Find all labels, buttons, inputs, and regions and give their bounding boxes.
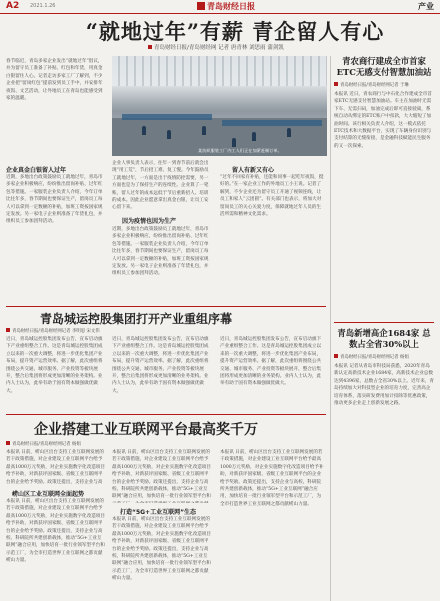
bottom-story-col-2a: 本报讯 日前，崂山区出台支持工业互联网发展的若干政策措施，对企业建设工业互联网平台给予最高1000万元奖励，对企业实施数字化改造项目给予补助，对新获评国家级、省级工业互联网平台的企业给予奖励。政策还提出，支持企业与高校、科研院所共建创新载体，推动“5G+工业互联网”融合应用，加快培育一批行业领军型平台和 <box>112 450 211 500</box>
right-story-2-byline: 青岛财经日报/青岛财经网记者 杨娟 <box>334 354 434 360</box>
right-divider <box>334 322 434 323</box>
bullet-square-icon <box>334 354 338 358</box>
section-name: 产业 <box>418 1 434 11</box>
column-divider <box>330 56 331 601</box>
logo-mark-icon <box>197 2 205 10</box>
page-number: A2 <box>6 1 20 11</box>
paper-name: 青岛财经日报 <box>207 1 255 11</box>
bottom-subhead-2: 打造“5G+工业互联网”生态 <box>120 509 197 516</box>
bottom-story-byline: 青岛财经日报/青岛财经网记者 杨娟 <box>6 441 81 447</box>
top-story-lead: 春节临近，青岛多家企业发出“就地过年”倡议，并为留守员工准备了补贴、红包和年货，用真金白银留住人心。记者走访多家工厂了解到，不少企业把“留岗红包”提前发到员工手中，并安排年夜饭、文艺活动，让外地员工在青岛也能感受到家的温暖。 <box>6 59 103 102</box>
photo-caption: 某纺织服装工厂内工人们正在加紧赶制订单。 <box>198 148 282 153</box>
top-story-col-1: 近期，多地出台政策鼓励员工就地过年，青岛市多家企业积极响应，纷纷推出留岗补贴、过年红包等措施。一家服装企业负责人介绍，今年订单比往年多，春节期间也要保证生产，留岗员工每人可以拿到一定数额的补贴，加班工资按国家规定发放。另一家电子企业则准备了年货礼包，并组织员工参加团拜活动。 <box>6 175 103 225</box>
top-story-byline: 青岛财经日报/青岛财经网 记者 唐青林 刘思雨 蒲剑凯 <box>148 43 284 51</box>
subhead-1: 企业真金白银留人过年 <box>6 167 67 174</box>
mid-story-col-3: 近日，青岛城运控股集团发布公告，宣布启动旗下产业重组整合工作。这是青岛城运控股集团成立以来的一次重大调整，将进一步优化集团产业布局，提升资产运营效率。据了解，此次重组将围绕公共交通、城市服务、产业投资等板块展开，整合后集团将形成更加清晰的业务架构。业内人士认为，此举有助于国有资本做强做优做大。 <box>220 337 322 387</box>
bottom-story-col-3: 本报讯 日前，崂山区出台支持工业互联网发展的若干政策措施，对企业建设工业互联网平台给予最高1000万元奖励，对企业实施数字化改造项目给予补助，对新获评国家级、省级工业互联网平台的企业给予奖励。政策还提出，支持企业与高校、科研院所共建创新载体，推动“5G+工业互联网”融合应用，加快培育一批行业领军型平台和示范工厂，为全市打造世界工业互联网之都贡献崂山力量。 <box>220 450 324 507</box>
issue-date: 2021.1.26 <box>30 3 56 9</box>
top-story-col-3: “过年不回家有补贴，还能和同事一起吃年夜饭，挺好的。”在一家企业工作的外地员工小王说。记者了解到，不少企业还为留守员工开通了视频连线，让员工和家人“云团圆”。有关部门也表示，将加大对留岗员工的关心关爱力度，保障就地过年人员的生活所需和精神文化需求。 <box>220 175 324 218</box>
bottom-divider <box>6 414 326 415</box>
right-story-body: 本报讯 近日，青农商行与中石化合作建成全市首家ETC无感支付智慧加油站。车主在加油时无需下车、无需扫码，加油完成后即可直接驶离，系统自动从绑定的ETC账户中扣款，大大缩短了加油时间。该行相关负责人介绍，这一模式依托ETC技术和大数据平台，实现了车辆身份识别与支付结算的无缝衔接，是金融科技赋能民生服务的又一次探索。 <box>334 92 432 149</box>
top-story-title: “就地过年”有薪 青企留人有心 <box>85 19 385 44</box>
bullet-square-icon <box>148 45 152 49</box>
mid-divider <box>6 306 326 307</box>
masthead-bar <box>0 0 440 14</box>
subhead-2: 因为疫情也因为生产 <box>122 218 177 225</box>
right-story-2-body: 本报讯 记者从青岛市科技局获悉，2020年青岛新认定高新技术企业1684家，高新技术企业总数达到4396家，总数占全省30%以上。近年来，青岛持续加大对科技型企业的培育力度，完善高企培育体系，落实研发费用加计扣除等优惠政策，推动更多企业走上创新发展之路。 <box>334 364 434 407</box>
mid-story-col-1: 近日，青岛城运控股集团发布公告，宣布启动旗下产业重组整合工作。这是青岛城运控股集团成立以来的一次重大调整，将进一步优化集团产业布局，提升资产运营效率。据了解，此次重组将围绕公共交通、城市服务、产业投资等板块展开，整合后集团将形成更加清晰的业务架构。业内人士认为，此举有助于国有资本做强做优做大。 <box>6 337 103 394</box>
bullet-square-icon <box>334 82 338 86</box>
paper-logo <box>197 1 255 12</box>
right-story-byline: 青岛财经日报/青岛财经网记者 于琳 <box>334 82 434 88</box>
bottom-story-col-1b: 本报讯 日前，崂山区出台支持工业互联网发展的若干政策措施，对企业建设工业互联网平台给予最高1000万元奖励，对企业实施数字化改造项目给予补助，对新获评国家级、省级工业互联网平台的企业给予奖励。政策还提出，支持企业与高校、科研院所共建创新载体，推动“5G+工业互联网”融合应用，加快培育一批行业领军型平台和示范工厂，为全市打造世界工业互联网之都贡献崂山力量。 <box>6 499 105 564</box>
mid-story-col-2: 近日，青岛城运控股集团发布公告，宣布启动旗下产业重组整合工作。这是青岛城运控股集团成立以来的一次重大调整，将进一步优化集团产业布局，提升资产运营效率。据了解，此次重组将围绕公共交通、城市服务、产业投资等板块展开，整合后集团将形成更加清晰的业务架构。业内人士认为，此举有助于国有资本做强做优做大。 <box>112 337 209 394</box>
bottom-story-col-2b: 本报讯 日前，崂山区出台支持工业互联网发展的若干政策措施，对企业建设工业互联网平台给予最高1000万元奖励，对企业实施数字化改造项目给予补助，对新获评国家级、省级工业互联网平台的企业给予奖励。政策还提出，支持企业与高校、科研院所共建创新载体，推动“5G+工业互联网”融合应用，加快培育一批行业领军型平台和示范工厂，为全市打造世界工业互联网之都贡献崂山力量。 <box>112 517 211 582</box>
bullet-square-icon <box>6 328 10 332</box>
right-story-2-title: 青岛新增高企1684家 总数占全省30%以上 <box>337 328 431 349</box>
bottom-story-col-1a: 本报讯 日前，崂山区出台支持工业互联网发展的若干政策措施，对企业建设工业互联网平台给予最高1000万元奖励，对企业实施数字化改造项目给予补助，对新获评国家级、省级工业互联网平台的企业给予奖励。政策还提出，支持企业与高 <box>6 450 105 485</box>
subhead-3: 留人有新又有心 <box>232 167 275 174</box>
factory-photo <box>112 56 327 156</box>
top-story-col-2b: 近期，多地出台政策鼓励员工就地过年，青岛市多家企业积极响应，纷纷推出留岗补贴、过年红包等措施。一家服装企业负责人介绍，今年订单比往年多，春节期间也要保证生产，留岗员工每人可以拿到一定数额的补贴，加班工资按国家规定发放。另一家电子企业则准备了年货礼包，并组织员工参加团拜活动。 <box>112 227 209 277</box>
bottom-subhead-1: 崂山区工业互联网全面起势 <box>12 491 85 498</box>
top-story-col-2a: 企业人事负责人表示，往年一到春节前后就会出现“用工荒”，节后招工难、复工慢。今年鼓励员工就地过年，一方面是出于疫情防控需要，另一方面也是为了保持生产的连续性。企业算了一笔账，留人过年的成本远低于节后重新招人、培训的成本。因此企业愿意拿出真金白银，让员工安心留下来。 <box>112 161 209 211</box>
right-story <box>334 56 434 271</box>
bullet-square-icon <box>6 441 10 445</box>
right-story-title: 青农商行建成全市首家ETC无感支付智慧加油站 <box>336 56 432 77</box>
bottom-story-title: 企业搭建工业互联网平台最高奖千万 <box>34 422 258 438</box>
right-story-2 <box>334 328 434 589</box>
mid-story-byline: 青岛财经日报/青岛财经网记者 李明思 宋文伟 <box>6 328 100 334</box>
mid-story-title: 青岛城运控股集团打开产业重组序幕 <box>40 312 233 326</box>
